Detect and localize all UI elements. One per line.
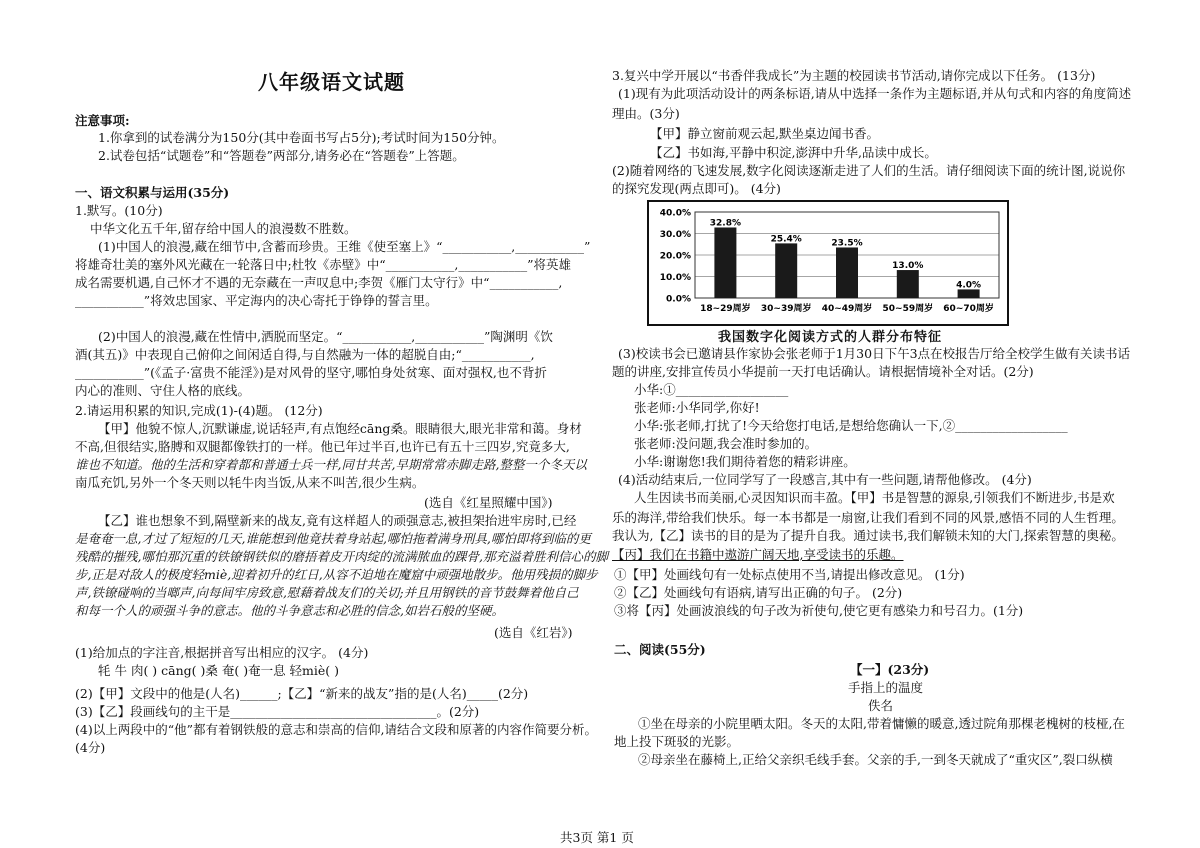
q2-yi-line: 残酷的摧残,哪怕那沉重的铁镣钢铁似的磨捂着皮开肉绽的流满脓血的踝骨,那充溢着胜利信心的脚: [75, 549, 608, 564]
q3-line: (3)校读书会已邀请县作家协会张老师于1月30日下午3点在校报告厅给全校学生做有关读书话: [618, 346, 1131, 361]
y-tick-label: 40.0%: [659, 208, 691, 219]
notice-line: 2.试卷包括“试题卷”和“答题卷”两部分,请务必在“答题卷”上答题。: [98, 148, 465, 163]
x-tick-label: 18~29周岁: [700, 304, 751, 314]
value-label: 4.0%: [956, 280, 982, 291]
value-label: 23.5%: [831, 238, 863, 249]
q2-sub-line: 牦 牛 肉( ) cāng( )桑 奄( )奄一息 轻miè( ): [98, 663, 340, 678]
reading-author: 佚名: [868, 698, 894, 713]
q3-sub-line: ③将【丙】处画波浪线的句子改为祈使句,使它更有感染力和号召力。(1分): [614, 603, 1024, 618]
q2-sub-line: (4)以上两段中的“他”都有着钢铁般的意志和崇高的信仰,请结合文段和原著的内容作简要分析。: [75, 722, 597, 737]
page-footer: 共3页 第1 页: [560, 830, 634, 845]
q2-sub-line: (1)给加点的字注音,根据拼音写出相应的汉字。 (4分): [75, 645, 369, 660]
y-tick-label: 0.0%: [666, 294, 691, 305]
section1-heading: 一、语文积累与运用(35分): [75, 185, 230, 200]
source-note: (选自《红星照耀中国》): [424, 495, 553, 510]
dialogue-line: 小华:谢谢您!我们期待着您的精彩讲座。: [634, 454, 856, 469]
q2-line: 【甲】他貌不惊人,沉默谦虚,说话轻声,有点饱经cāng桑。眼睛很大,眼光非常和蔼。身材: [98, 421, 582, 436]
q1-line: ___________”将效忠国家、平定海内的决心寄托于铮铮的誓言里。: [75, 293, 438, 308]
q1-line: 中华文化五千年,留存给中国人的浪漫数不胜数。: [90, 221, 357, 236]
q2-yi-line: 是奄奄一息,才过了短短的几天,谁能想到他竟扶着身站起,哪怕拖着满身刑具,哪怕即将到临的更: [75, 531, 591, 546]
y-tick-label: 10.0%: [659, 273, 691, 283]
value-label: 32.8%: [709, 218, 742, 229]
q2-line: 不高,但很结实,胳膊和双腿都像铁打的一样。他已年过半百,也许已有五十三四岁,究竟多大,: [75, 439, 570, 454]
q2-line: 谁也不知道。他的生活和穿着都和普通士兵一样,同甘共苦,早期常常赤脚走路,整整一个冬天以: [75, 457, 587, 472]
q2-yi-line: 和每一个人的顽强斗争的意志。他的斗争意志和必胜的信念,如岩石般的坚硬。: [75, 603, 504, 618]
q2-yi-line: 声,铁镣碰响的当啷声,向每间牢房致意,慰藉着战友们的关切;并且用钢铁的音节鼓舞着他自己: [75, 585, 579, 600]
q3-sub-line: ①【甲】处画线句有一处标点使用不当,请提出修改意见。 (1分): [614, 567, 965, 582]
y-tick-label: 30.0%: [659, 230, 691, 240]
q3-line: 理由。(3分): [612, 106, 680, 121]
value-label: 25.4%: [770, 234, 802, 245]
q3-line: 3.复兴中学开展以“书香伴我成长”为主题的校园读书节活动,请你完成以下任务。 (13分): [612, 68, 1096, 83]
reading-line: 地上投下斑驳的光影。: [614, 734, 740, 749]
bar: [714, 227, 736, 298]
x-tick-label: 40~49周岁: [821, 304, 873, 314]
reading-line: ①坐在母亲的小院里晒太阳。冬天的太阳,带着慵懒的暖意,透过院角那棵老槐树的枝桠,在: [638, 716, 1125, 731]
bar-chart: [647, 200, 1009, 326]
x-tick-label: 60~70周岁: [943, 304, 994, 314]
q3-line: (4)活动结束后,一位同学写了一段感言,其中有一些问题,请帮他修改。 (4分): [618, 472, 1032, 487]
x-tick-label: 30~39周岁: [760, 304, 812, 314]
dialogue-line: 小华:张老师,打扰了!今天给您打电话,是想给您确认一下,②__________________: [634, 418, 1068, 433]
bar-chart-canvas: [649, 202, 1007, 324]
bar: [836, 247, 858, 298]
q3-line: 题的讲座,安排宣传员小华提前一天打电话确认。请根据情境补全对话。(2分): [612, 364, 1034, 379]
x-tick-label: 50~59周岁: [882, 304, 934, 314]
q1-line: ___________”(《孟子·富贵不能淫》)是对风骨的坚守,哪怕身处贫寒、面对强权,也不背折: [75, 365, 547, 380]
y-tick-labels: [660, 209, 691, 305]
q2-sub-line: (4分): [75, 740, 106, 755]
essay-line: 我认为,【乙】读书的目的是为了提升自我。通过读书,我们解锁未知的大门,探索智慧的奥秘。: [612, 528, 1124, 543]
section2-heading: 二、阅读(55分): [614, 642, 706, 657]
notice-heading: 注意事项:: [75, 113, 130, 128]
dialogue-line: 小华:①__________________: [634, 382, 789, 397]
q3-sub-line: ②【乙】处画线句有语病,请写出正确的句子。 (2分): [614, 585, 903, 600]
q3-line: (1)现有为此项活动设计的两条标语,请从中选择一条作为主题标语,并从句式和内容的角度简述: [618, 86, 1132, 101]
q1-line: 成名需要机遇,自己怀才不遇的无奈藏在一声叹息中;李贺《雁门太守行》中“___________,: [75, 275, 563, 290]
bar: [958, 289, 980, 298]
q3-line: 【乙】书如海,平静中积淀,澎湃中升华,品读中成长。: [650, 145, 937, 160]
y-tick-label: 20.0%: [659, 251, 691, 262]
bar: [897, 270, 919, 298]
q3-line: 【甲】静立窗前观云起,默坐桌边闻书香。: [650, 126, 879, 141]
q1-line: (2)中国人的浪漫,藏在性情中,洒脱而坚定。“___________,___________”陶渊明《饮: [98, 329, 553, 344]
exam-title: 八年级语文试题: [258, 70, 405, 94]
source-note: (选自《红岩》): [494, 625, 573, 640]
q3-line: (2)随着网络的飞速发展,数字化阅读逐渐走进了人们的生活。请仔细阅读下面的统计图,说说你: [612, 163, 1126, 178]
q2-line: 南瓜充饥,另外一个冬天则以牦牛肉当饭,从来不叫苦,很少生病。: [75, 475, 425, 490]
reading-title: 手指上的温度: [848, 680, 924, 695]
q2-line: 2.请运用积累的知识,完成(1)-(4)题。 (12分): [75, 403, 323, 418]
q1-line: 酒(其五)》中表现自己俯仰之间闲适自得,与自然融为一体的超脱自由;“___________,: [75, 347, 535, 362]
q2-sub-line: (2)【甲】文段中的他是(人名)______;【乙】“新来的战友”指的是(人名)_____(2分): [75, 686, 529, 701]
reading-part-label: 【一】(23分): [850, 662, 930, 677]
dialogue-line: 张老师:小华同学,你好!: [634, 400, 760, 415]
essay-line: 乐的海洋,带给我们快乐。每一本书都是一扇窗,让我们看到不同的风景,感悟不同的人生哲理。: [612, 510, 1124, 525]
essay-line: 人生因读书而美丽,心灵因知识而丰盈。【甲】书是智慧的源泉,引领我们不断进步,书是欢: [634, 490, 1115, 505]
dialogue-line: 张老师:没问题,我会准时参加的。: [634, 436, 818, 451]
q2-sub-line: (3)【乙】段画线句的主干是_________________________________。(2分): [75, 704, 480, 719]
q3-line: 的探究发现(两点即可)。 (4分): [612, 181, 781, 196]
q1-line: 内心的准则、守住人格的底线。: [75, 383, 251, 398]
x-tick-labels: [700, 302, 994, 314]
bar: [775, 243, 797, 298]
notice-line: 1.你拿到的试卷满分为150分(其中卷面书写占5分);考试时间为150分钟。: [98, 130, 505, 145]
q2-yi-line: 【乙】谁也想象不到,隔壁新来的战友,竟有这样超人的顽强意志,被担架抬进牢房时,已经: [98, 513, 577, 528]
q1-line: 将雄奇壮美的塞外风光藏在一轮落日中;杜牧《赤壁》中“___________,___________”将英雄: [75, 257, 571, 272]
q2-yi-line: 步,正是对敌人的极度轻miè,迎着初升的红日,从容不迫地在魔窟中顽强地散步。他用残损的脚步: [75, 567, 598, 582]
reading-line: ②母亲坐在藤椅上,正给父亲织毛线手套。父亲的手,一到冬天就成了“重灾区”,裂口纵横: [638, 752, 1113, 767]
q1-line: 1.默写。(10分): [75, 203, 163, 218]
essay-line: 【丙】我们在书籍中遨游广阔天地,享受读书的乐趣。: [612, 547, 904, 562]
q1-line: (1)中国人的浪漫,藏在细节中,含蓄而珍贵。王维《使至塞上》“___________,___________”: [98, 239, 591, 254]
value-label: 13.0%: [892, 261, 924, 272]
chart-title: 我国数字化阅读方式的人群分布特征: [718, 330, 943, 345]
